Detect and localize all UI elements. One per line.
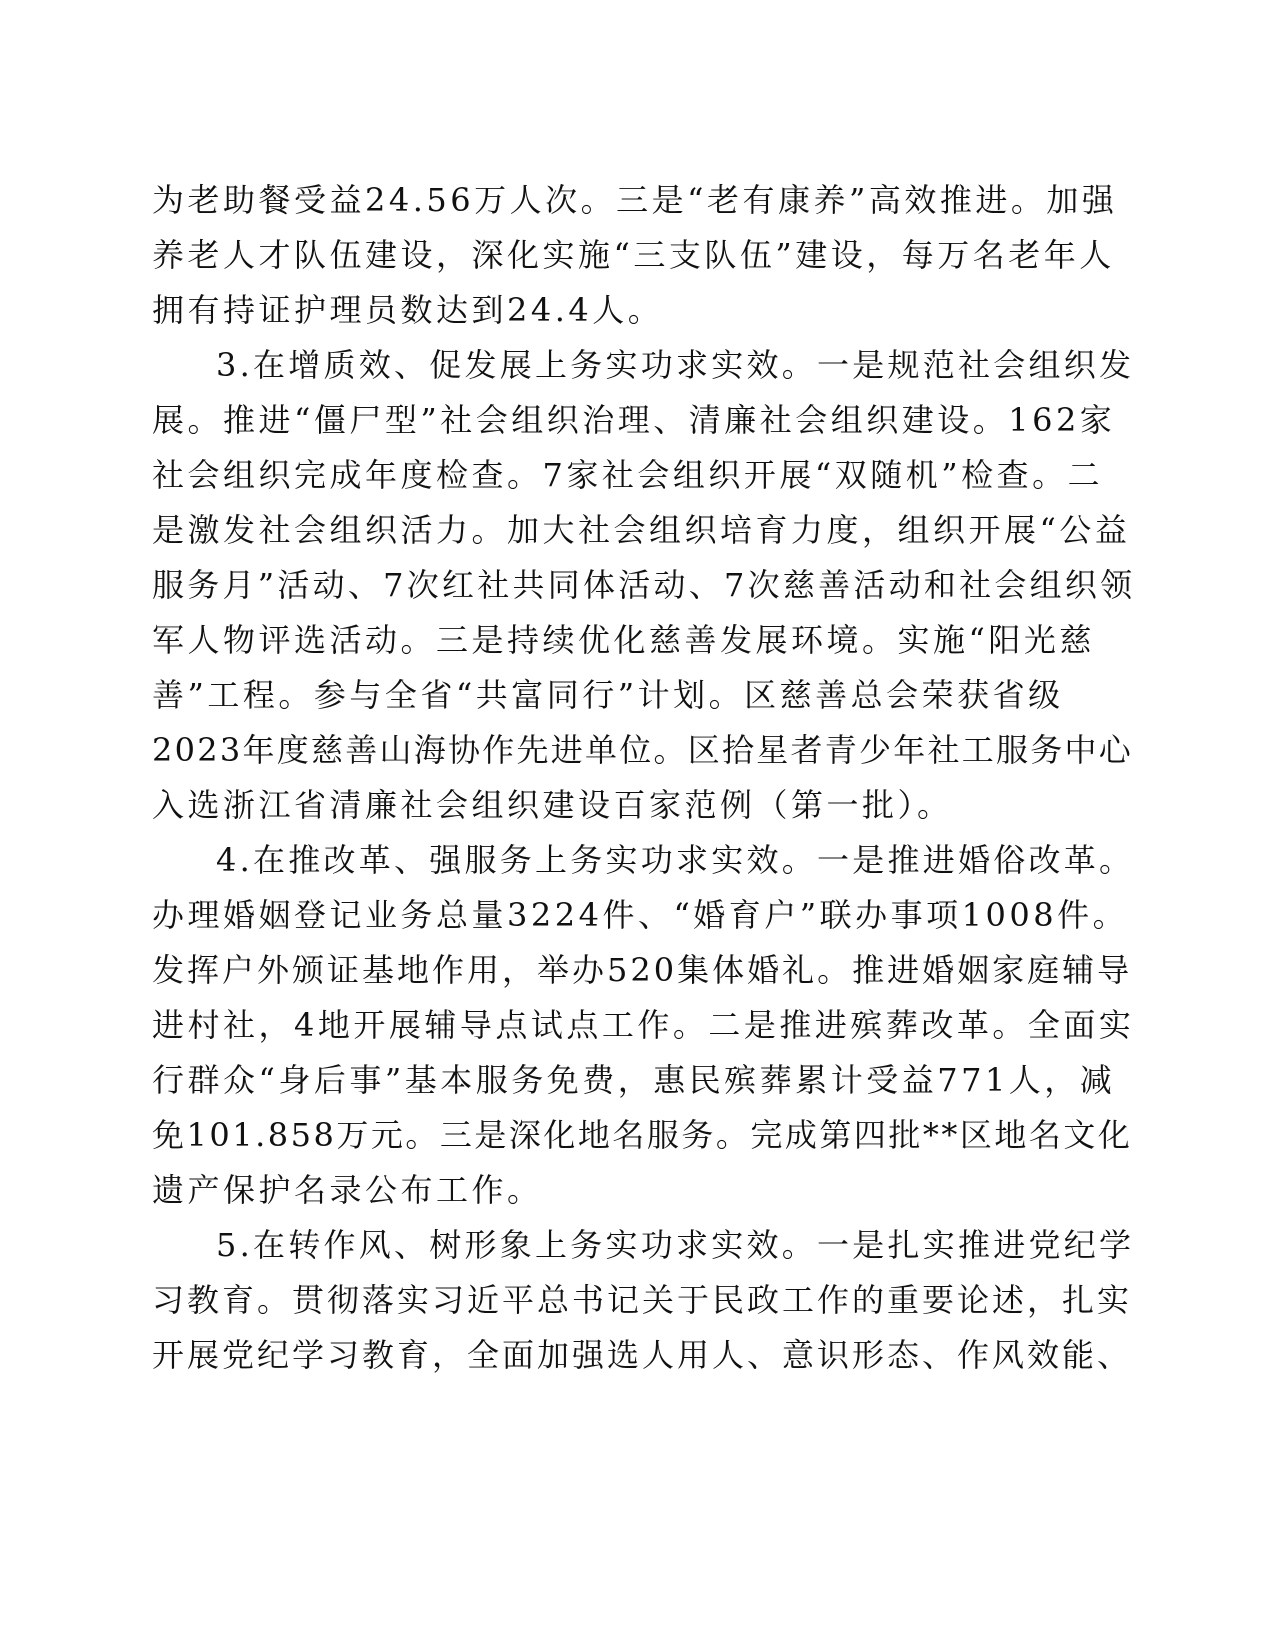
- text-line: 拥有持证护理员数达到24.4人。: [152, 291, 664, 329]
- text-line: 遗产保护名录公布工作。: [152, 1171, 543, 1209]
- text-line: 进村社，4地开展辅导点试点工作。二是推进殡葬改革。全面实: [152, 1006, 1135, 1044]
- text-line: 习教育。贯彻落实习近平总书记关于民政工作的重要论述，扎实: [152, 1281, 1133, 1319]
- text-line: 是激发社会组织活力。加大社会组织培育力度，组织开展“公益: [152, 511, 1131, 549]
- text-line: 社会组织完成年度检查。7家社会组织开展“双随机”检查。二: [152, 456, 1104, 494]
- text-line: 行群众“身后事”基本服务免费，惠民殡葬累计受益771人，减: [152, 1061, 1116, 1099]
- text-line: 服务月”活动、7次红社共同体活动、7次慈善活动和社会组织领: [152, 566, 1136, 604]
- text-line: 军人物评选活动。三是持续优化慈善发展环境。实施“阳光慈: [152, 621, 1095, 659]
- text-line: 为老助餐受益24.56万人次。三是“老有康养”高效推进。加强: [152, 181, 1118, 219]
- text-line: 办理婚姻登记业务总量3224件、“婚育户”联办事项1008件。: [152, 896, 1129, 934]
- text-line: 展。推进“僵尸型”社会组织治理、清廉社会组织建设。162家: [152, 401, 1116, 439]
- text-line: 开展党纪学习教育，全面加强选人用人、意识形态、作风效能、: [152, 1336, 1133, 1374]
- section-heading-3: 3.在增质效、促发展上务实功求实效。一是规范社会组织发: [216, 346, 1135, 384]
- text-line: 发挥户外颁证基地作用，举办520集体婚礼。推进婚姻家庭辅导: [152, 951, 1133, 989]
- section-heading-4: 4.在推改革、强服务上务实功求实效。一是推进婚俗改革。: [216, 841, 1135, 879]
- text-line: 养老人才队伍建设，深化实施“三支队伍”建设，每万名老年人: [152, 236, 1115, 274]
- text-line: 免101.858万元。三是深化地名服务。完成第四批**区地名文化: [152, 1116, 1133, 1154]
- text-line: 善”工程。参与全省“共富同行”计划。区慈善总会荣获省级: [152, 676, 1064, 714]
- text-line: 入选浙江省清廉社会组织建设百家范例（第一批）。: [152, 786, 953, 824]
- section-heading-5: 5.在转作风、树形象上务实功求实效。一是扎实推进党纪学: [216, 1226, 1135, 1264]
- text-line: 2023年度慈善山海协作先进单位。区拾星者青少年社工服务中心: [152, 731, 1133, 769]
